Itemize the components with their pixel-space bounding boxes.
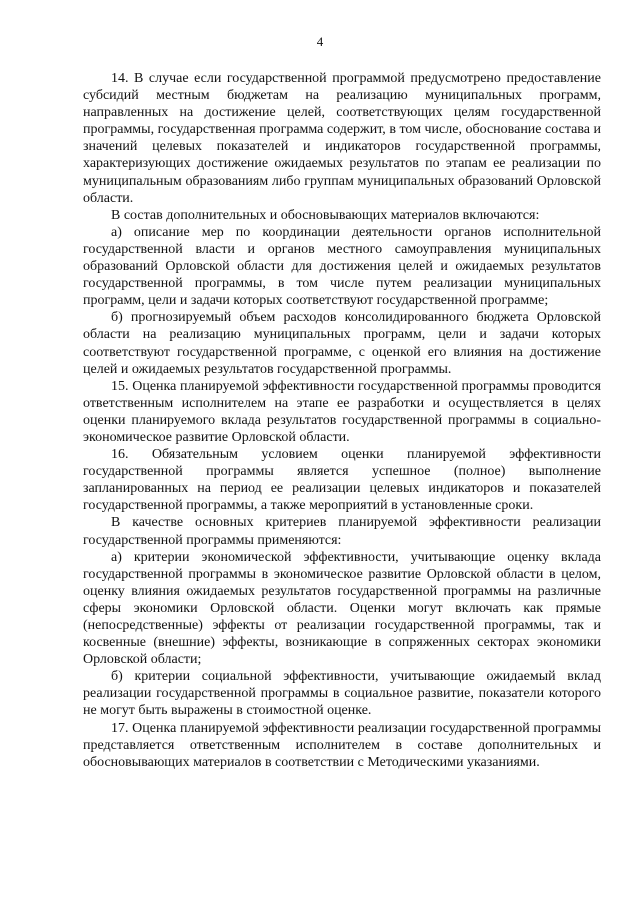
paragraph-criteria-intro: В качестве основных критериев планируемой эффективности реализации государственной программы применяются:	[83, 515, 601, 548]
paragraph-14: 14. В случае если государственной программой предусмотрено предоставление субсидий местным бюджетам на реализацию муниципальных программ, направленных на достижение целей, соответствующих целям государственной программы, государственная программа содержит, в том числе, обоснование состава и значений целевых показателей и индикаторов государственной программы, характеризующих достижение ожидаемых результатов по этапам ее реализации по муниципальным образованиям либо группам муниципальных образований Орловской области.	[83, 71, 601, 206]
paragraph-materials-intro: В состав дополнительных и обосновывающих материалов включаются:	[111, 207, 540, 223]
paragraph-item-b-budget: б) прогнозируемый объем расходов консолидированного бюджета Орловской области на реализацию муниципальных программ, цели и задачи которых соответствуют государственной программе, с оценкой его влияния на достижение целей и ожидаемых результатов государственной программы.	[83, 310, 601, 377]
paragraph-item-a-economic: а) критерии экономической эффективности, учитывающие оценку вклада государственной программы в экономическое развитие Орловской области в целом, оценку влияния ожидаемых результатов государственной программы на различные сферы экономики Орловской области. Оценки могут включать как прямые (непосредственные) эффекты от реализации государственной программы, так и косвенные (внешние) эффекты, возникающие в сопряженных секторах экономики Орловской области;	[83, 549, 601, 668]
paragraph-15: 15. Оценка планируемой эффективности государственной программы проводится ответственным исполнителем на этапе ее разработки и осуществляется в целях оценки планируемого вклада результатов государственной программы в социально-экономическое развитие Орловской области.	[83, 378, 601, 445]
paragraph-17: 17. Оценка планируемой эффективности реализации государственной программы представляется ответственным исполнителем в составе дополнительных и обосновывающих материалов в соответствии с Методическими указаниями.	[83, 720, 601, 770]
page-number: 4	[316, 34, 324, 49]
paragraph-16: 16. Обязательным условием оценки планируемой эффективности государственной программы является успешное (полное) выполнение запланированных на период ее реализации целевых индикаторов и показателей государственной программы, а также мероприятий в установленные сроки.	[83, 447, 601, 514]
paragraph-item-a-coordination: а) описание мер по координации деятельности органов исполнительной государственной власти и органов местного самоуправления муниципальных образований Орловской области для достижения целей и ожидаемых результатов государственной программы, в том числе путем реализации муниципальных программ, цели и задачи которых соответствуют государственной программе;	[83, 224, 601, 309]
body-text	[83, 70, 601, 771]
paragraph-item-b-social: б) критерии социальной эффективности, учитывающие ожидаемый вклад реализации государственной программы в социальное развитие, показатели которого не могут быть выражены в стоимостной оценке.	[83, 669, 601, 719]
